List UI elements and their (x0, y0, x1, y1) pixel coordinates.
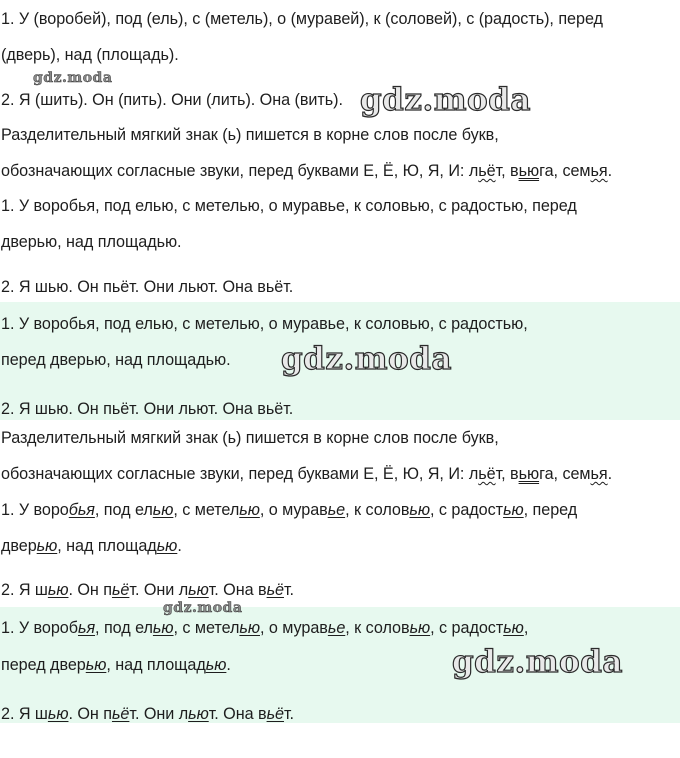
marked-ending: ью (503, 619, 524, 637)
task2-line: 2. Я (шить). Он (пить). Они (лить). Она (вить). (1, 91, 343, 109)
rule-line2 (1, 161, 612, 181)
example-word: вьюга, (510, 465, 563, 483)
marked-ending: ью (409, 501, 430, 519)
text-segment: . (226, 656, 231, 674)
marked-ending: ья (77, 619, 96, 637)
marked-ending: ью (409, 619, 431, 637)
example-word: семья. (562, 162, 613, 180)
marked-answer1-line1 (1, 500, 577, 520)
text-segment: 2. Я ш (1, 705, 48, 723)
marked-ending: ью (156, 537, 178, 555)
green-answer1-line1: 1. У воробья, под елью, с метелью, о муравье, к соловью, с радостью, (1, 315, 528, 333)
text-segment: 1. У вороб (1, 619, 78, 637)
text-segment: т. Они л (129, 705, 189, 723)
text-segment: перед двер (1, 656, 86, 674)
text-segment: т. (283, 581, 295, 599)
answer1-line2: дверью, над площадью. (1, 233, 182, 251)
marked-ending: ьё (111, 705, 130, 723)
text-segment: , (523, 619, 529, 637)
marked-ending: ью (205, 656, 227, 674)
text-segment: т. Они л (129, 581, 189, 599)
marked-ending: ью (47, 705, 69, 723)
green-marked-answer1-line2 (1, 655, 231, 675)
watermark-logo: gdz.moda (33, 70, 113, 86)
text-segment: . Он п (68, 581, 112, 599)
answer1-line1: 1. У воробья, под елью, с метелью, о муравье, к соловью, с радостью, перед (1, 197, 577, 215)
rule-line1: Разделительный мягкий знак (ь) пишется в корне слов после букв, (1, 126, 499, 144)
text-segment: т. Она в (208, 705, 267, 723)
example-word: льёт, (468, 162, 511, 180)
marked-ending: ью (152, 501, 174, 519)
example-word: вьюга, (510, 162, 563, 180)
text-segment: , перед (523, 501, 578, 519)
example-word: семья. (562, 465, 613, 483)
green-answer1-line3: 2. Я шью. Он пьёт. Они льют. Она вьёт. (1, 400, 294, 418)
rule-line1-repeat: Разделительный мягкий знак (ь) пишется в корне слов после букв, (1, 429, 499, 447)
marked-ending: ью (239, 501, 260, 519)
text-segment: , к солов (345, 619, 410, 637)
rule-line2-repeat (1, 464, 612, 484)
marked-ending: ью (239, 619, 260, 637)
marked-ending: ью (503, 501, 524, 519)
text-segment: , под ел (95, 619, 153, 637)
text-segment: . (177, 537, 182, 555)
text-segment: т. Она в (208, 581, 267, 599)
text-segment: , с радост (430, 619, 504, 637)
text-segment: , с метел (173, 619, 240, 637)
text-segment: . Он п (68, 705, 112, 723)
text-segment: , под ел (94, 501, 153, 519)
marked-ending: ью (152, 619, 174, 637)
rule-text: обозначающих согласные звуки, перед буквами Е, Ё, Ю, Я, И: (1, 162, 469, 180)
text-segment: 2. Я ш (1, 581, 48, 599)
watermark-logo: gdz.moda (360, 82, 531, 118)
marked-ending: ью (188, 705, 209, 723)
rule-text: обозначающих согласные звуки, перед буквами Е, Ё, Ю, Я, И: (1, 465, 469, 483)
watermark-logo: gdz.moda (452, 644, 623, 680)
text-segment: двер (1, 537, 37, 555)
watermark-logo: gdz.moda (281, 341, 452, 377)
marked-ending: ье (327, 501, 346, 519)
task1-line2: (дверь), над (площадь). (1, 46, 179, 64)
text-segment: , о мурав (259, 501, 328, 519)
marked-ending: бья (68, 501, 95, 519)
marked-ending: ью (188, 581, 209, 599)
text-segment: т. (283, 705, 295, 723)
task1-line1: 1. У (воробей), под (ель), с (метель), о (муравей), к (соловей), с (радость), перед (1, 10, 603, 28)
text-segment: , о мурав (259, 619, 328, 637)
text-segment: , над площад (57, 537, 157, 555)
answer2-line: 2. Я шью. Он пьёт. Они льют. Она вьёт. (1, 278, 294, 296)
marked-ending: ье (327, 619, 346, 637)
text-segment: 1. У воро (1, 501, 69, 519)
marked-ending: ьё (266, 705, 284, 723)
green-marked-answer2-line (1, 704, 294, 724)
green-marked-answer1-line1 (1, 618, 528, 638)
marked-answer1-line2 (1, 536, 182, 556)
text-segment: , с радост (430, 501, 504, 519)
watermark-logo: gdz.moda (163, 600, 243, 616)
marked-ending: ьё (111, 581, 130, 599)
marked-answer2-line (1, 580, 294, 600)
green-answer1-line2: перед дверью, над площадью. (1, 351, 231, 369)
text-segment: , с метел (173, 501, 240, 519)
text-segment: , к солов (345, 501, 410, 519)
text-segment: , над площад (106, 656, 206, 674)
example-word: льёт, (468, 465, 511, 483)
marked-ending: ью (36, 537, 58, 555)
marked-ending: ьё (266, 581, 284, 599)
marked-ending: ью (85, 656, 107, 674)
marked-ending: ью (47, 581, 69, 599)
